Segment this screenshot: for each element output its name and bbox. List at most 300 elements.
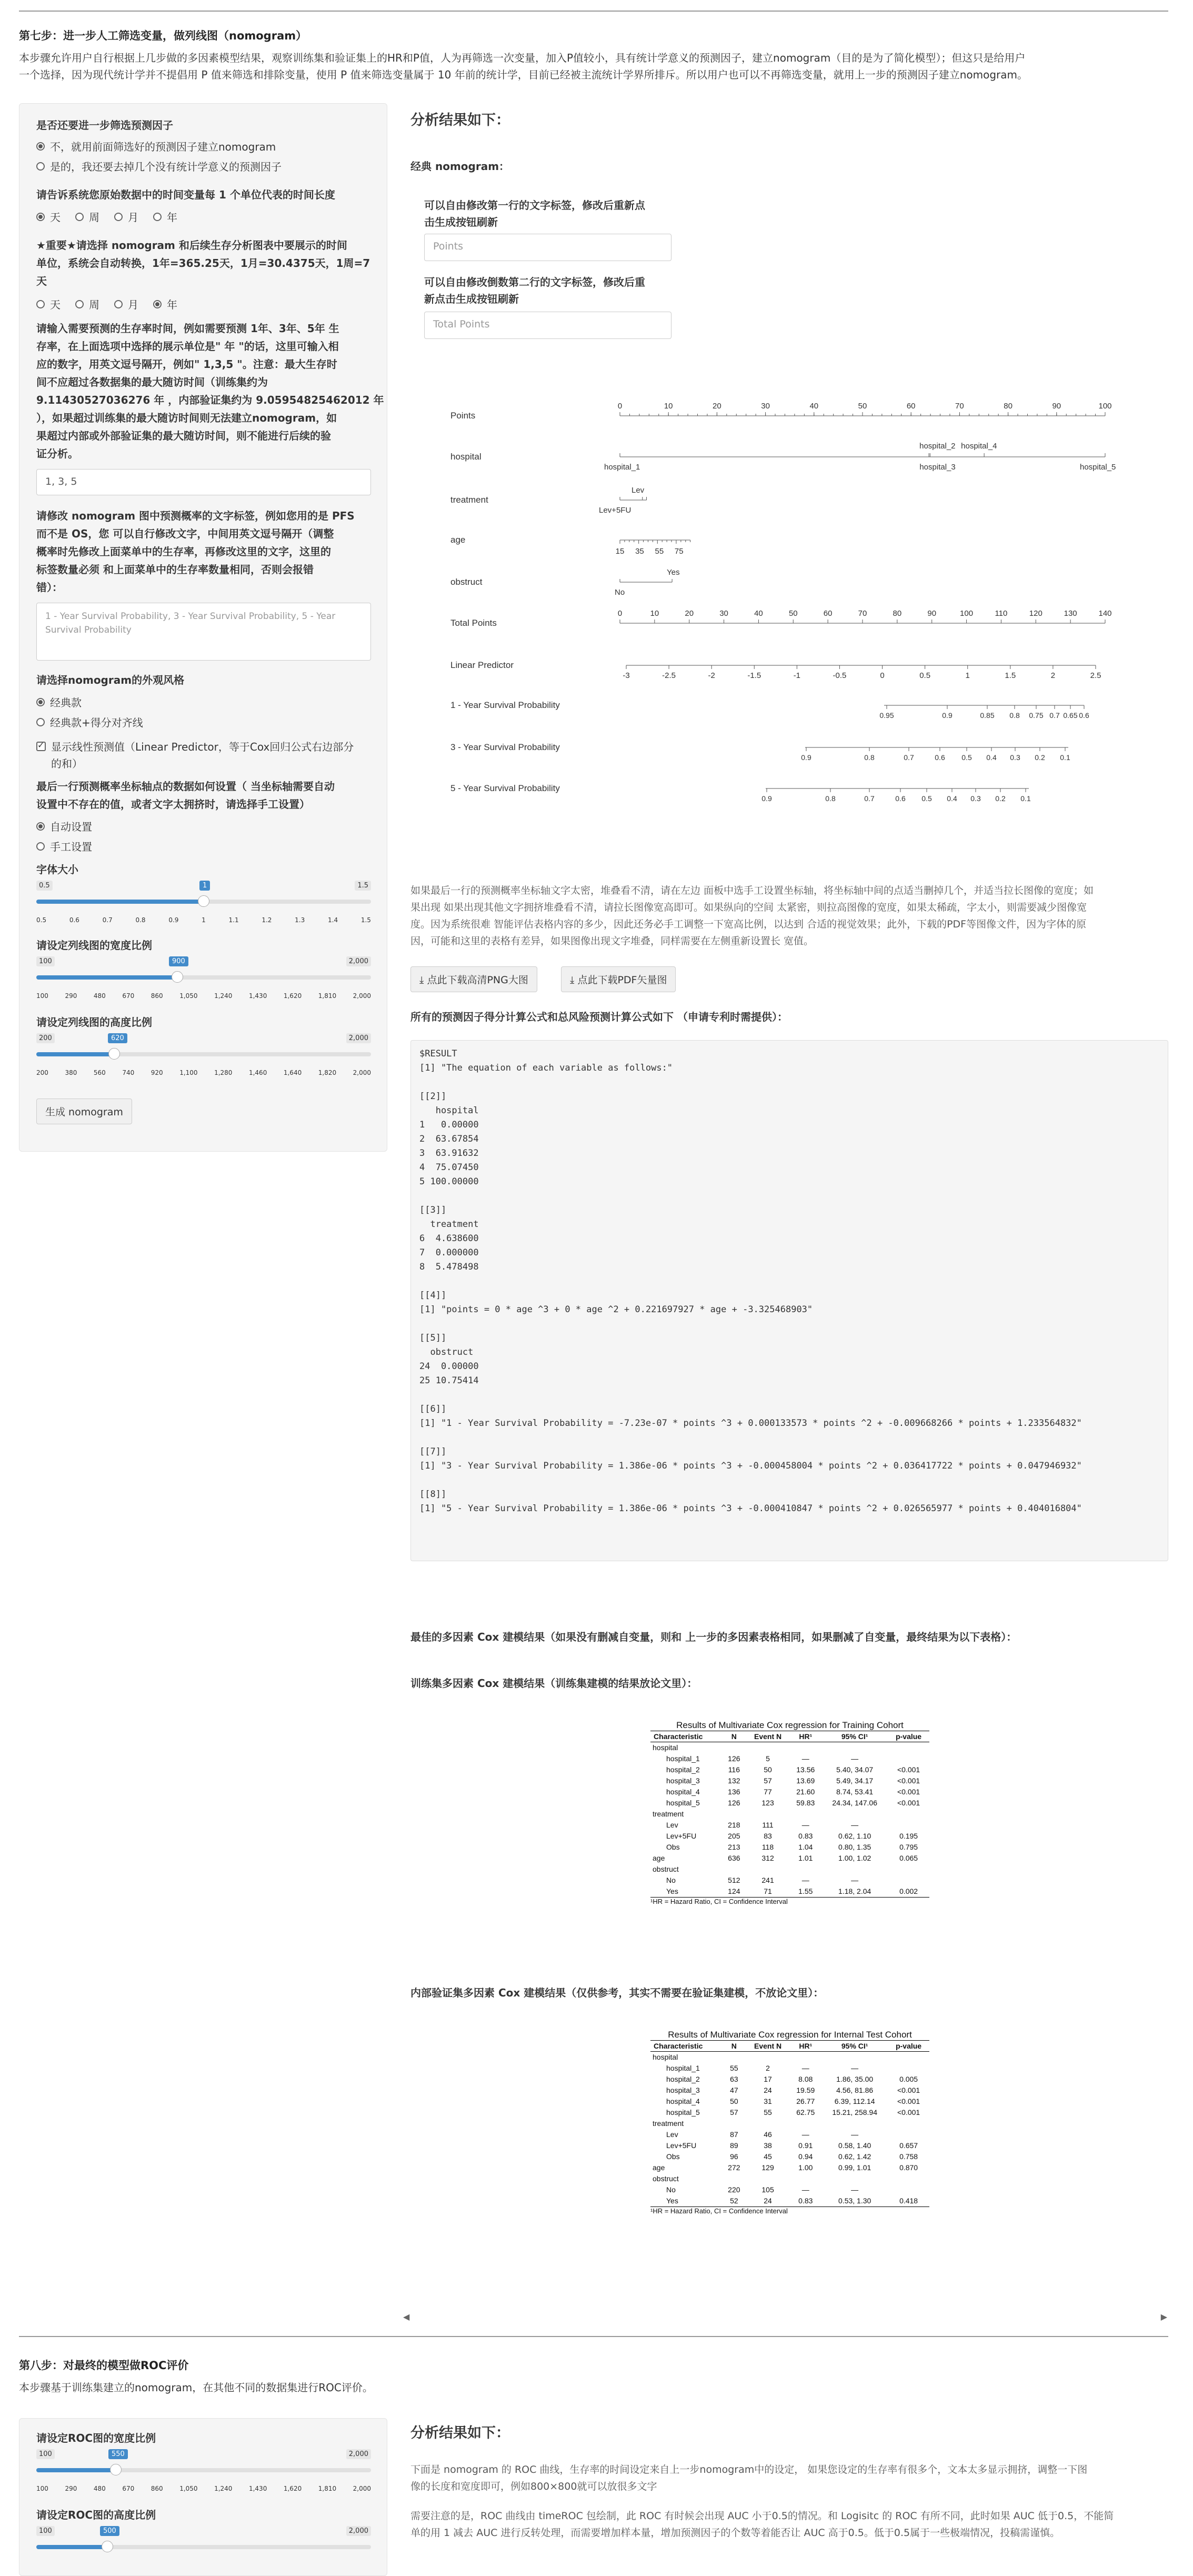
table-row <box>650 1742 929 1754</box>
table-row <box>650 2107 929 2118</box>
table-cell <box>821 1864 888 1875</box>
display-unit-radios <box>36 296 177 312</box>
nomogram-note-l2: 果出现 如果出现其他文字拥挤堆叠看不清，请拉长图像宽高即可。如果纵向的空间 太紧密，则拉高图像的宽度，如果太稀疏，字太小，则需要减少图像宽 <box>410 902 1087 913</box>
total-points-tick-label: 20 <box>685 609 694 618</box>
radio-icon <box>153 213 162 221</box>
table-cell: 57 <box>730 2108 738 2116</box>
table-row <box>650 2140 929 2151</box>
time-unit-year[interactable]: 年 <box>153 209 177 224</box>
table-cell <box>746 1742 790 1754</box>
linear-predictor-tick-label: -0.5 <box>833 671 847 680</box>
table-row <box>650 2184 929 2195</box>
table-cell: Obs <box>666 1843 680 1851</box>
nomogram-row-label: 1 - Year Survival Probability <box>450 700 560 710</box>
total-points-tick-label: 110 <box>995 609 1008 618</box>
table-cell: treatment <box>653 1810 684 1818</box>
points-tick-label: 0 <box>617 402 623 411</box>
survival-time-question-l3: 应的数字，用英文逗号隔开，例如" 1,3,5 "。注意：最大生存时 <box>36 358 337 371</box>
roc-height-slider[interactable]: 100 2,000 500 <box>36 2526 371 2558</box>
surv-3y-tick-label: 0.6 <box>935 753 945 762</box>
height-ratio-slider[interactable]: 200 2,000 620 <box>36 1033 371 1065</box>
linear-predictor-checkbox[interactable]: ✓ 显示线性预测值（Linear Predictor，等于Cox回归公式右边部分 <box>36 738 354 754</box>
nomogram-row-label: Total Points <box>450 618 497 628</box>
training-table-footnote: ¹HR = Hazard Ratio, CI = Confidence Interval <box>650 1898 788 1905</box>
hospital-label: hospital_4 <box>961 442 997 451</box>
table-cell: No <box>666 2185 676 2194</box>
hospital-label: hospital_5 <box>1080 463 1116 472</box>
table-cell: <0.001 <box>897 1788 920 1796</box>
table-cell <box>888 1742 929 1754</box>
table-cell: 15.21, 258.94 <box>832 2108 877 2116</box>
table-header: 95% CI¹ <box>821 1731 888 1742</box>
table-cell: 5.40, 34.07 <box>836 1765 874 1774</box>
table-cell: 0.795 <box>899 1843 918 1851</box>
table-header: p-value <box>888 2041 929 2052</box>
height-ratio-label: 请设定列线图的高度比例 <box>36 1016 152 1029</box>
table-cell: 0.94 <box>798 2152 813 2161</box>
obstruct-label: No <box>615 588 625 597</box>
table-row <box>650 1842 929 1853</box>
nomogram-row-label: Points <box>450 411 476 421</box>
label-question-l3: 概率时先修改上面菜单中的生存率，再修改这里的文字，这里的 <box>36 545 331 558</box>
table-row <box>650 1820 929 1831</box>
label-question-l4: 标签数量必须 和上面菜单中的生存率数量相同，否则会报错 <box>36 563 314 576</box>
table-cell: — <box>851 2130 859 2139</box>
table-header: N <box>722 2041 746 2052</box>
slider-handle[interactable] <box>102 2541 113 2552</box>
table-cell: 21.60 <box>796 1788 815 1796</box>
total-points-tick-label: 70 <box>858 609 867 618</box>
table-row <box>650 1864 929 1875</box>
roc-width-ticks: 100 290 480 670 860 1,050 1,240 1,430 1,620 1,810 2,000 <box>36 2485 371 2492</box>
table-cell <box>746 2173 790 2184</box>
table-cell: 116 <box>728 1765 740 1774</box>
table-cell: hospital_3 <box>666 2086 700 2094</box>
table-cell: obstruct <box>653 1865 679 1873</box>
roc-width-slider[interactable]: 100 2,000 550 <box>36 2449 371 2481</box>
points-tick-label: 40 <box>809 402 819 411</box>
surv-1y-tick-label: 0.9 <box>942 711 953 720</box>
table-cell <box>821 2118 888 2129</box>
download-pdf-button[interactable]: ⤓ 点此下载PDF矢量图 <box>561 966 676 992</box>
table-cell <box>789 2173 821 2184</box>
axis-question-l1: 最后一行预测概率坐标轴点的数据如何设置（ 当坐标轴需要自动 <box>36 780 335 793</box>
table-cell <box>888 2184 929 2195</box>
table-cell: 129 <box>761 2163 774 2172</box>
points-tick-label: 50 <box>858 402 867 411</box>
surv-1y-tick-label: 0.8 <box>1009 711 1020 720</box>
table-header: 95% CI¹ <box>821 2041 888 2052</box>
table-cell: <0.001 <box>897 2086 920 2094</box>
table-cell: 0.83 <box>798 1832 813 1840</box>
nomogram-row-label: age <box>450 535 466 545</box>
table-cell: Obs <box>666 2152 680 2161</box>
table-row <box>650 2118 929 2129</box>
table-cell: Lev <box>666 1821 678 1829</box>
table-cell: 0.83 <box>789 2195 821 2207</box>
table-cell: 2 <box>766 2064 770 2072</box>
table-cell: 4.56, 81.86 <box>836 2086 874 2094</box>
surv-3y-tick-label: 0.1 <box>1060 753 1070 762</box>
step7-title: 第七步：进一步人工筛选变量，做列线图（nomogram） <box>19 29 307 42</box>
time-unit-radios <box>36 209 177 224</box>
total-points-tick-label: 40 <box>754 609 763 618</box>
test-table-caption: Results of Multivariate Cox regression for Internal Test Cohort <box>668 2030 912 2040</box>
step7-desc-line2: 一个选择，因为现代统计学并不提倡用 P 值来筛选和排除变量，使用 P 值来筛选变量属于 10 年前的统计学，目前已经被主流统计学界所排斥。所以用户也可以不再筛选变量，就用上一步的预测因子建立nomogram。 <box>19 68 1028 81</box>
table-cell: 0.91 <box>798 2141 813 2150</box>
horizontal-scrollbar[interactable] <box>401 2312 1169 2323</box>
surv-5y-tick-label: 0.3 <box>970 794 981 803</box>
table-cell <box>888 1875 929 1886</box>
radio-icon <box>75 213 84 221</box>
axis-question-l2: 设置中不存在的值，或者文字太拥挤时，请选择手工设置） <box>36 798 310 811</box>
table-header: Characteristic <box>650 2041 722 2052</box>
test-cox-table-block <box>650 2030 929 2215</box>
roc-settings-panel <box>19 2418 387 2576</box>
table-cell: — <box>851 1754 859 1763</box>
table-cell: hospital_5 <box>666 1799 700 1807</box>
total-points-tick-label: 80 <box>893 609 902 618</box>
points-label-hint-l1: 可以自由修改第一行的文字标签，修改后重新点 <box>424 199 645 212</box>
table-cell: 24 <box>764 2086 772 2094</box>
table-row <box>650 1786 929 1798</box>
table-row <box>650 2096 929 2107</box>
table-row <box>650 2052 929 2063</box>
total-label-hint-l1: 可以自由修改倒数第二行的文字标签，修改后重 <box>424 276 645 288</box>
points-tick-label: 10 <box>664 402 673 411</box>
linear-predictor-tick-label: 1.5 <box>1005 671 1016 680</box>
style-option-aligned[interactable]: 经典款+得分对齐线 <box>36 714 143 730</box>
surv-5y-tick-label: 0.6 <box>895 794 906 803</box>
table-cell: 0.758 <box>899 2152 918 2161</box>
display-unit-question-l2: 单位，系统会自动转换，1年=365.25天，1月=30.4375天，1周=7 <box>36 257 370 269</box>
table-cell: 5.49, 34.17 <box>836 1776 874 1785</box>
table-cell: 0.418 <box>888 2195 929 2207</box>
nomogram-note-l1: 如果最后一行的预测概率坐标轴文字太密，堆叠看不清，请在左边 面板中选手工设置坐标轴，将坐标轴中间的点适当删掉几个，并适当拉长图像的宽度；如 <box>410 885 1094 896</box>
table-cell: 62.75 <box>796 2108 815 2116</box>
table-row <box>650 2129 929 2140</box>
results-heading: 分析结果如下： <box>410 112 510 128</box>
test-table-title: 内部验证集多因素 Cox 建模结果（仅供参考，其实不需要在验证集建模，不放论文里）： <box>410 1986 824 1999</box>
linear-predictor-tick-label: 0 <box>880 671 885 680</box>
table-cell <box>821 2052 888 2063</box>
table-cell: 17 <box>764 2075 772 2083</box>
total-points-tick-label: 120 <box>1029 609 1042 618</box>
download-icon: ⤓ <box>419 974 427 986</box>
slider-fill <box>36 900 204 904</box>
slider-handle[interactable] <box>172 971 183 983</box>
table-cell: hospital_4 <box>666 2097 700 2105</box>
slider-handle[interactable] <box>110 2464 122 2475</box>
surv-1y-tick-label: 0.85 <box>980 711 995 720</box>
table-cell: 312 <box>761 1854 774 1862</box>
surv-1y-tick-label: 0.75 <box>1029 711 1044 720</box>
font-size-ticks: 0.5 0.6 0.7 0.8 0.9 1 1.1 1.2 1.3 1.4 1.5 <box>36 916 371 924</box>
points-tick-label: 30 <box>761 402 770 411</box>
table-cell: hospital_3 <box>666 1776 700 1785</box>
table-cell <box>888 1820 929 1831</box>
table-cell: — <box>801 1754 809 1763</box>
classic-nomogram-label: 经典 nomogram： <box>410 160 510 173</box>
height-ratio-ticks: 200 380 560 740 920 1,100 1,280 1,460 1,640 1,820 2,000 <box>36 1069 371 1076</box>
slider-handle[interactable] <box>108 1048 120 1060</box>
table-row <box>650 1809 929 1820</box>
survival-time-question-l7: 果超过内部或外部验证集的最大随访时间，则不能进行后续的验 <box>36 430 331 442</box>
table-cell: Lev+5FU <box>666 2141 697 2150</box>
survival-time-input[interactable]: 1, 3, 5 <box>36 469 371 495</box>
treatment-label: Lev <box>631 486 645 495</box>
table-header: Event N <box>746 1731 790 1742</box>
filter-option-no[interactable]: 不，就用前面筛选好的预测因子建立nomogram <box>36 138 276 154</box>
table-cell: 13.56 <box>796 1765 815 1774</box>
download-png-button[interactable]: ⤓ 点此下载高清PNG大图 <box>410 966 537 992</box>
table-cell: 26.77 <box>796 2097 815 2105</box>
table-cell: 0.195 <box>899 1832 918 1840</box>
display-unit-month[interactable]: 月 <box>114 296 138 312</box>
font-size-slider[interactable]: 0.5 1.5 1 <box>36 881 371 912</box>
table-row <box>650 1764 929 1775</box>
table-cell: — <box>801 2130 809 2139</box>
radio-icon <box>36 822 45 831</box>
scroll-right-icon[interactable]: ▶ <box>1160 2312 1167 2322</box>
age-tick-label: 75 <box>674 547 684 556</box>
table-cell <box>722 1742 746 1754</box>
nomogram-row-label: 3 - Year Survival Probability <box>450 742 560 752</box>
table-cell: 111 <box>762 1821 774 1829</box>
probability-label-textarea[interactable]: 1 - Year Survival Probability, 3 - Year Survival Probability, 5 - Year Survival Probability <box>36 603 371 661</box>
table-cell <box>821 2173 888 2184</box>
obstruct-label: Yes <box>667 568 680 577</box>
surv-3y-tick-label: 0.2 <box>1035 753 1045 762</box>
table-header: HR¹ <box>789 2041 821 2052</box>
nomogram-note-l3: 度。因为系统很难 智能评估表格内容的多少，因此还务必手工调整一下宽高比例，以达到 合适的视觉效果；此外，下载的PDF等图像文件，因为字体的原 <box>410 918 1087 930</box>
surv-3y-tick-label: 0.8 <box>864 753 875 762</box>
time-unit-week[interactable]: 周 <box>75 209 99 224</box>
table-cell <box>789 2052 821 2063</box>
table-cell <box>789 2118 821 2129</box>
linear-predictor-tick-label: 1 <box>965 671 970 680</box>
points-tick-label: 80 <box>1004 402 1012 411</box>
roc-results-heading: 分析结果如下： <box>410 2425 510 2441</box>
table-cell: No <box>666 1876 676 1884</box>
table-cell: 0.58, 1.40 <box>838 2141 871 2150</box>
label-question-l2: 而不是 OS，您 可以自行修改文字，中间用英文逗号隔开（调整 <box>36 527 334 540</box>
nomogram-settings-panel <box>19 103 387 1152</box>
table-cell: age <box>653 1854 665 1862</box>
table-cell <box>888 2063 929 2074</box>
table-cell: 55 <box>764 2108 772 2116</box>
survival-time-question-l2: 存率，在上面选项中选择的展示单位是" 年 "的话，这里可输入相 <box>36 340 339 353</box>
table-cell: hospital_5 <box>666 2108 700 2116</box>
total-points-tick-label: 10 <box>650 609 659 618</box>
points-label-input[interactable]: Points <box>424 234 671 261</box>
total-label-hint-l2: 新点击生成按钮刷新 <box>424 293 519 305</box>
table-row <box>650 1798 929 1809</box>
nomogram-chart <box>410 368 1147 832</box>
radio-icon <box>36 300 45 308</box>
survival-time-question-l8: 证分析。 <box>36 447 78 460</box>
table-cell: 96 <box>730 2152 738 2161</box>
survival-time-question-l4: 间不应超过各数据集的最大随访时间（训练集约为 <box>36 376 268 388</box>
table-cell: 38 <box>764 2141 772 2150</box>
table-cell: 13.69 <box>796 1776 815 1785</box>
radio-icon <box>36 162 45 171</box>
linear-predictor-tick-label: 0.5 <box>919 671 931 680</box>
table-row <box>650 2195 929 2207</box>
table-row <box>650 1886 929 1898</box>
linear-predictor-checkbox-l2: 的和） <box>51 757 83 770</box>
surv-5y-tick-label: 0.7 <box>864 794 875 803</box>
formula-title: 所有的预测因子得分计算公式和总风险预测计算公式如下 （申请专利时需提供）： <box>410 1011 788 1023</box>
hospital-label: hospital_2 <box>919 442 956 451</box>
age-tick-label: 35 <box>635 547 644 556</box>
table-cell: 0.657 <box>899 2141 918 2150</box>
treatment-label: Lev+5FU <box>599 506 631 515</box>
table-cell <box>746 2052 790 2063</box>
table-cell: Lev+5FU <box>666 1832 697 1840</box>
scroll-left-icon[interactable]: ◀ <box>403 2312 410 2322</box>
step8-desc: 本步骤基于训练集建立的nomogram，在其他不同的数据集进行ROC评价。 <box>19 2381 373 2394</box>
final-model-title: 最佳的多因素 Cox 建模结果（如果没有删减自变量，则和 上一步的多因素表格相同，如果删减了自变量，最终结果为以下表格）： <box>410 1631 1017 1643</box>
points-tick-label: 90 <box>1052 402 1061 411</box>
table-cell: 512 <box>728 1876 740 1884</box>
table-row <box>650 2173 929 2184</box>
table-cell: 89 <box>730 2141 738 2150</box>
table-cell: 1.86, 35.00 <box>836 2075 874 2083</box>
table-cell: 0.870 <box>899 2163 918 2172</box>
table-row <box>650 1875 929 1886</box>
table-cell: hospital_2 <box>666 1765 700 1774</box>
radio-icon <box>75 300 84 308</box>
nomogram-row-label: hospital <box>450 452 482 462</box>
table-cell <box>789 1864 821 1875</box>
width-ratio-slider[interactable]: 100 2,000 900 <box>36 956 371 988</box>
table-cell: 136 <box>728 1788 740 1796</box>
table-cell: 124 <box>722 1886 746 1898</box>
table-cell: 8.74, 53.41 <box>836 1788 874 1796</box>
table-cell: 213 <box>728 1843 740 1851</box>
table-cell: <0.001 <box>897 1765 920 1774</box>
table-cell: 83 <box>764 1832 772 1840</box>
display-unit-day[interactable]: 天 <box>36 296 61 312</box>
table-cell <box>821 1809 888 1820</box>
step8-divider <box>19 2336 1168 2337</box>
table-cell <box>789 1742 821 1754</box>
table-cell: hospital_1 <box>666 2064 700 2072</box>
table-cell <box>821 1742 888 1754</box>
hospital-label: hospital_3 <box>919 463 956 472</box>
axis-option-manual[interactable]: 手工设置 <box>36 838 92 854</box>
table-cell: 272 <box>728 2163 740 2172</box>
radio-icon <box>36 698 45 706</box>
table-cell <box>722 1809 746 1820</box>
total-points-tick-label: 100 <box>960 609 974 618</box>
table-cell: 105 <box>761 2185 774 2194</box>
table-cell: — <box>851 2185 859 2194</box>
points-label-hint-l2: 击生成按钮刷新 <box>424 216 498 228</box>
table-cell: hospital_1 <box>666 1754 700 1763</box>
age-tick-label: 55 <box>655 547 664 556</box>
style-option-classic[interactable]: 经典款 <box>36 694 82 710</box>
display-unit-week[interactable]: 周 <box>75 296 99 312</box>
radio-icon <box>36 213 45 221</box>
top-divider <box>19 11 1168 12</box>
time-unit-day[interactable]: 天 <box>36 209 61 224</box>
table-cell: 220 <box>728 2185 740 2194</box>
test-table-footnote: ¹HR = Hazard Ratio, CI = Confidence Interval <box>650 2207 788 2215</box>
table-cell: 118 <box>761 1843 774 1851</box>
slider-handle[interactable] <box>198 895 209 907</box>
table-header: HR¹ <box>789 1731 821 1742</box>
axis-option-auto[interactable]: 自动设置 <box>36 818 92 834</box>
training-table-title: 训练集多因素 Cox 建模结果（训练集建模的结果放论文里）： <box>410 1677 698 1690</box>
style-question: 请选择nomogram的外观风格 <box>36 674 185 686</box>
table-cell: <0.001 <box>897 2108 920 2116</box>
font-size-label: 字体大小 <box>36 863 78 876</box>
linear-predictor-tick-label: -3 <box>623 671 630 680</box>
table-cell <box>722 2052 746 2063</box>
roc-note-p1-l1: 下面是 nomogram 的 ROC 曲线，生存率的时间设定来自上一步nomogram中的设定， 如果您设定的生存率有很多个，文本太多显示拥挤，调整一下图 <box>410 2464 1088 2475</box>
roc-height-label: 请设定ROC图的高度比例 <box>36 2509 156 2521</box>
points-tick-label: 100 <box>1098 402 1112 411</box>
nomogram-row-label: treatment <box>450 495 488 505</box>
table-cell <box>746 2118 790 2129</box>
table-cell: 132 <box>728 1776 740 1785</box>
time-unit-month[interactable]: 月 <box>114 209 138 224</box>
surv-1y-tick-label: 0.95 <box>879 711 894 720</box>
training-cox-table <box>650 1731 929 1898</box>
table-cell <box>722 2118 746 2129</box>
table-cell: 126 <box>728 1799 740 1807</box>
radio-icon <box>36 142 45 151</box>
table-row <box>650 1831 929 1842</box>
radio-icon <box>153 300 162 308</box>
total-points-label-input[interactable]: Total Points <box>424 312 671 339</box>
table-cell: 50 <box>730 2097 738 2105</box>
display-unit-year[interactable]: 年 <box>153 296 177 312</box>
surv-5y-tick-label: 0.5 <box>921 794 932 803</box>
table-cell: 8.08 <box>798 2075 813 2083</box>
table-cell: Yes <box>650 2195 722 2207</box>
table-cell: hospital_4 <box>666 1788 700 1796</box>
roc-note-p2-l2: 单的用 1 减去 AUC 进行反转处理，而需要增加样本量，增加预测因子的个数等着能否让 AUC 高于0.5。低于0.5属于一些极端情况，投稿需谨慎。 <box>410 2527 1060 2539</box>
table-cell: 205 <box>728 1832 740 1840</box>
filter-option-yes[interactable]: 是的，我还要去掉几个没有统计学意义的预测因子 <box>36 158 282 174</box>
roc-note-p1-l2: 像的长度和宽度即可，例如800×800就可以放很多文字 <box>410 2481 657 2492</box>
table-cell: 6.39, 112.14 <box>834 2097 875 2105</box>
surv-5y-tick-label: 0.4 <box>947 794 957 803</box>
table-cell: 52 <box>722 2195 746 2207</box>
table-row <box>650 2074 929 2085</box>
table-cell: 241 <box>761 1876 774 1884</box>
table-header: Characteristic <box>650 1731 722 1742</box>
generate-nomogram-button[interactable]: 生成 nomogram <box>36 1099 132 1124</box>
table-cell <box>789 1809 821 1820</box>
points-tick-label: 20 <box>713 402 721 411</box>
table-cell: obstruct <box>653 2174 679 2183</box>
table-cell: 87 <box>730 2130 738 2139</box>
surv-5y-tick-label: 0.9 <box>761 794 772 803</box>
table-cell: — <box>801 1821 809 1829</box>
hospital-label: hospital_1 <box>604 463 640 472</box>
radio-icon <box>36 842 45 851</box>
table-row <box>650 2151 929 2162</box>
table-cell: 123 <box>761 1799 774 1807</box>
display-unit-question-l3: 天 <box>36 275 47 287</box>
table-row <box>650 2063 929 2074</box>
table-cell: 0.62, 1.10 <box>838 1832 871 1840</box>
checkbox-icon <box>36 742 46 751</box>
